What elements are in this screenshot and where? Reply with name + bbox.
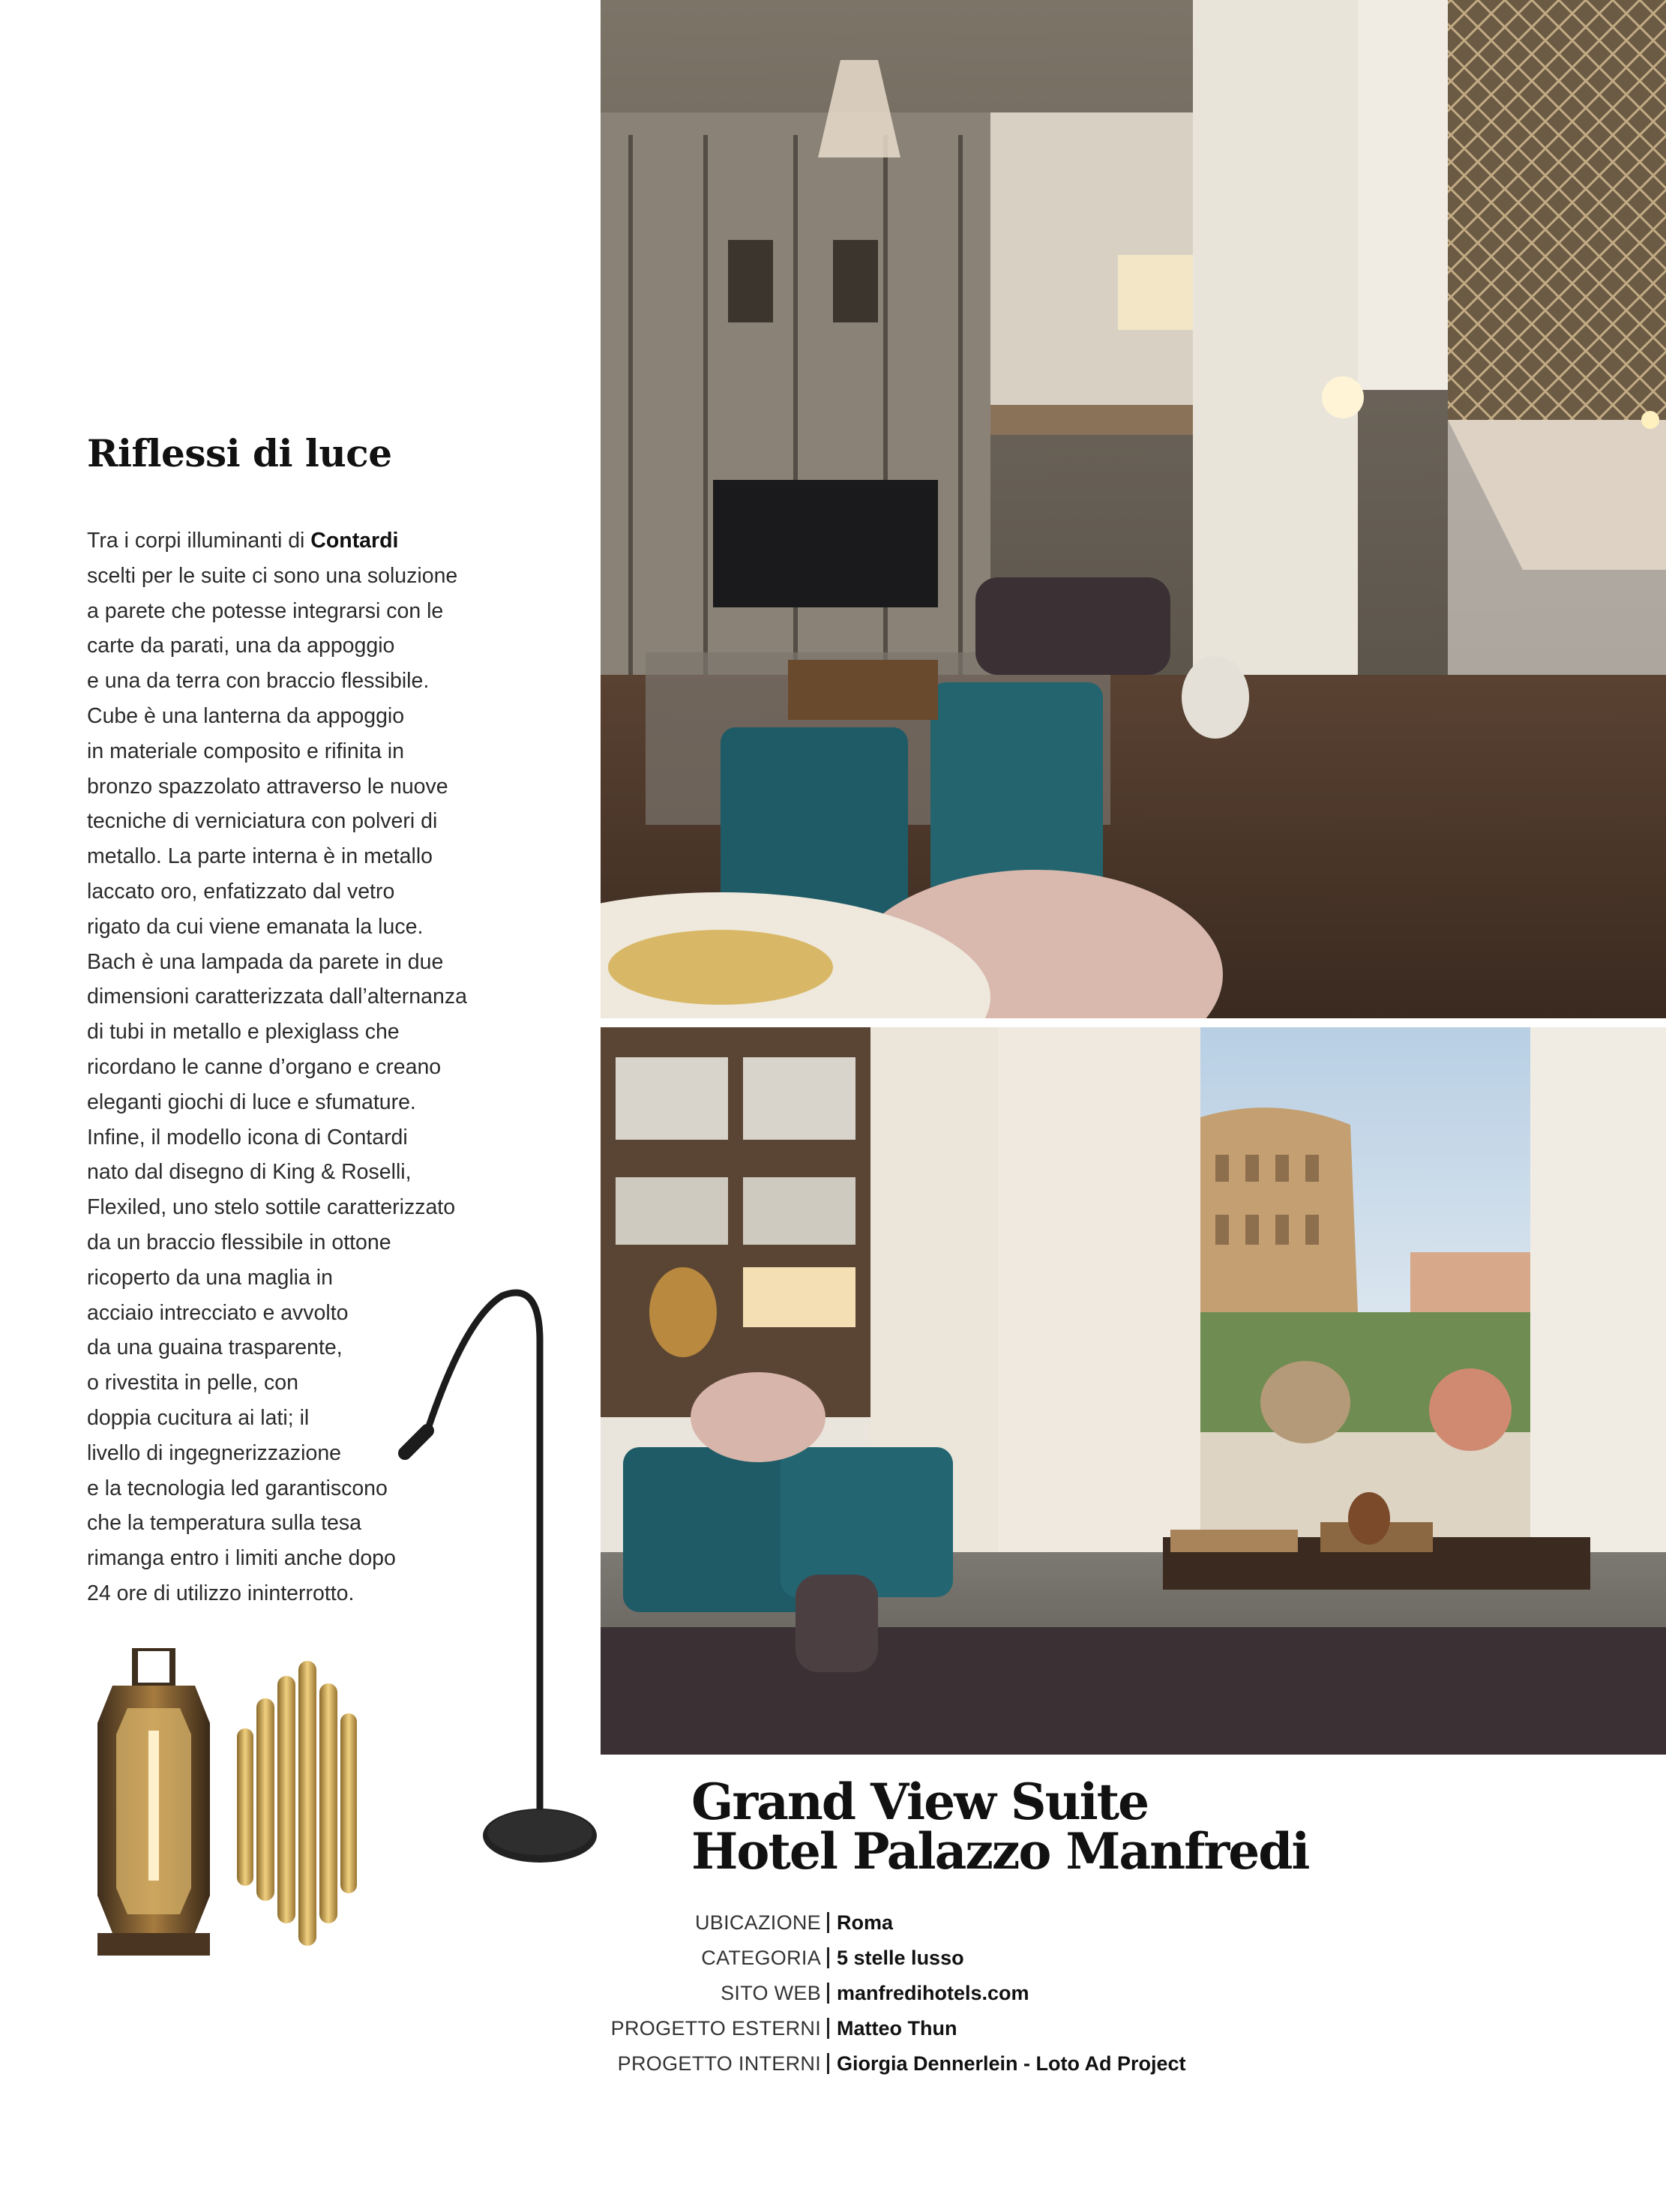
- hotel-title-line-2: Hotel Palazzo Manfredi: [691, 1822, 1309, 1881]
- body-line: e la tecnologia led garantiscono: [87, 1476, 388, 1500]
- body-line: 24 ore di utilizzo ininterrotto.: [87, 1581, 355, 1605]
- section-title: Riflessi di luce: [87, 431, 392, 475]
- cube-lantern-lamp: [90, 1648, 217, 1956]
- body-line: o rivestita in pelle, con: [87, 1371, 298, 1395]
- info-label: SITO WEB: [570, 1983, 829, 2004]
- body-line: Flexiled, uno stelo sottile caratterizzato: [87, 1195, 456, 1220]
- info-label: PROGETTO ESTERNI: [570, 2018, 829, 2039]
- info-row-location: [570, 1905, 1470, 1940]
- body-line: da una guaina trasparente,: [87, 1335, 343, 1360]
- body-line: Infine, il modello icona di Contardi: [87, 1125, 408, 1149]
- body-line: doppia cucitura ai lati; il: [87, 1405, 310, 1430]
- flexiled-floor-lamp: [390, 1251, 630, 1875]
- body-line: acciaio intrecciato e avvolto: [87, 1300, 349, 1325]
- body-line: ricoperto da una maglia in: [87, 1265, 333, 1290]
- body-line: rigato da cui viene emanata la luce.: [87, 914, 424, 939]
- info-value: Giorgia Dennerlein - Loto Ad Project: [837, 2052, 1186, 2075]
- body-line: carte da parati, una da appoggio: [87, 634, 395, 658]
- brand-name: Contardi: [310, 529, 399, 553]
- info-label: UBICAZIONE: [570, 1912, 829, 1933]
- body-line: Cube è una lanterna da appoggio: [87, 703, 405, 728]
- hotel-title-line-1: Grand View Suite: [691, 1773, 1149, 1831]
- info-value: 5 stelle lusso: [837, 1946, 964, 1969]
- body-line: e una da terra con braccio flessibile.: [87, 669, 430, 694]
- body-line: eleganti giochi di luce e sfumature.: [87, 1090, 416, 1114]
- body-line: dimensioni caratterizzata dall’alternanza: [87, 985, 467, 1009]
- info-value-website: manfredihotels.com: [837, 1981, 1029, 2004]
- body-line: a parete che potesse integrarsi con le: [87, 598, 444, 623]
- hotel-info-table: [570, 1905, 1470, 2081]
- body-line: che la temperatura sulla tesa: [87, 1511, 361, 1536]
- body-line: tecniche di verniciatura con polveri di: [87, 809, 438, 834]
- info-row-website: [570, 1975, 1470, 2010]
- body-line: rimanga entro i limiti anche dopo: [87, 1546, 396, 1571]
- info-label: CATEGORIA: [570, 1947, 829, 1968]
- body-line: livello di ingegnerizzazione: [87, 1440, 342, 1465]
- info-label: PROGETTO INTERNI: [570, 2053, 829, 2074]
- body-line: Tra i corpi illuminanti di Contardi: [87, 529, 399, 553]
- info-value: Matteo Thun: [837, 2016, 957, 2040]
- body-line: ricordano le canne d’organo e creano: [87, 1054, 442, 1079]
- hotel-title: [691, 1773, 1309, 1881]
- body-line: di tubi in metallo e plexiglass che: [87, 1020, 400, 1045]
- bach-wall-lamp: [237, 1661, 357, 1961]
- body-line: da un braccio flessibile in ottone: [87, 1230, 391, 1254]
- info-row-exterior-project: [570, 2010, 1470, 2046]
- body-line: Bach è una lampada da parete in due: [87, 949, 444, 974]
- body-line: scelti per le suite ci sono una soluzione: [87, 563, 458, 588]
- suite-interior-photo: [601, 0, 1666, 1018]
- info-row-category: [570, 1940, 1470, 1975]
- info-row-interior-project: [570, 2046, 1470, 2081]
- body-line: nato dal disegno di King & Roselli,: [87, 1160, 412, 1185]
- body-line: laccato oro, enfatizzato dal vetro: [87, 879, 395, 904]
- body-line: bronzo spazzolato attraverso le nuove: [87, 774, 448, 799]
- body-line: metallo. La parte interna è in metallo: [87, 844, 433, 869]
- info-value: Roma: [837, 1911, 894, 1934]
- colosseum-view-photo: [601, 1027, 1666, 1755]
- body-line: in materiale composito e rifinita in: [87, 739, 404, 763]
